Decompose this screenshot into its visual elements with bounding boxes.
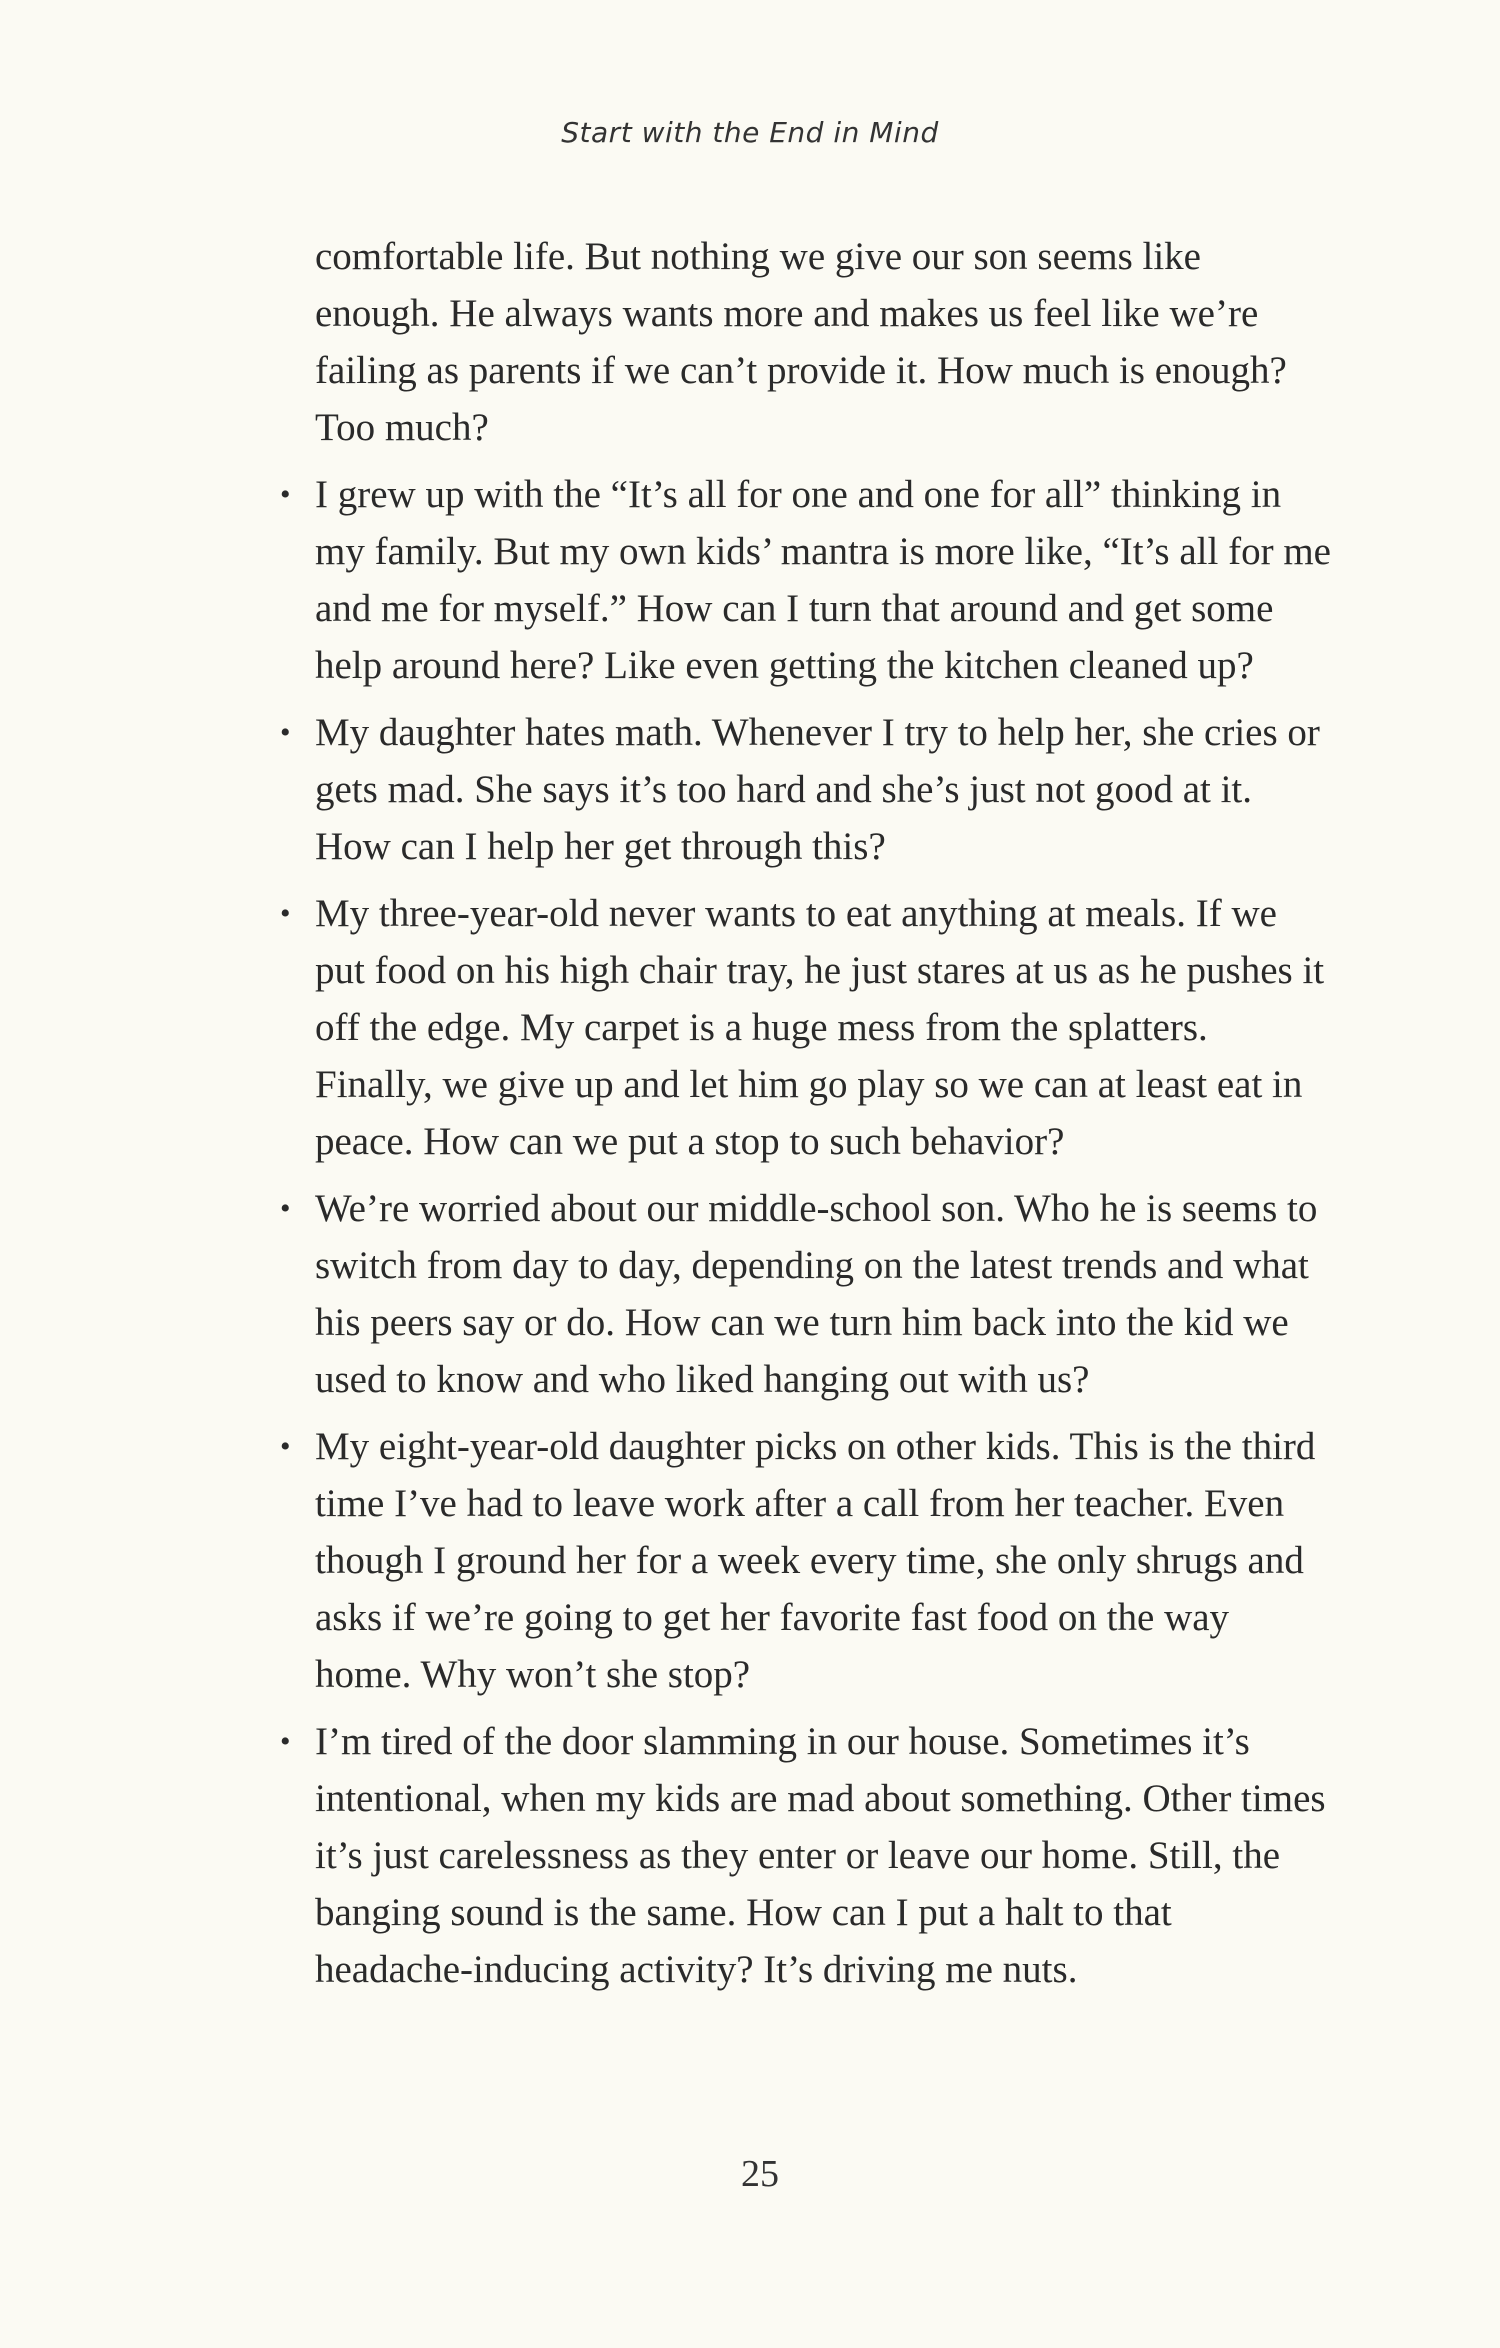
list-item-text: My daughter hates math. Whenever I try to help her, she cries or gets mad. She says it’s too hard and she’s just not good at it. How can I help her get through this?	[315, 711, 1320, 868]
bullet-icon: •	[280, 897, 291, 930]
list-item-text: I’m tired of the door slamming in our house. Sometimes it’s intentional, when my kids are mad about something. Other times it’s just carelessness as they enter or leave our home. Still, the banging sound is the same. How can I put a halt to that headache-inducing activity? It’s driving me nuts.	[315, 1720, 1326, 1991]
bullet-icon: •	[280, 1430, 291, 1463]
list-item	[280, 1418, 1335, 1703]
question-list	[280, 466, 1335, 1998]
list-item	[280, 1713, 1335, 1998]
bullet-icon: •	[280, 716, 291, 749]
bullet-icon: •	[280, 1192, 291, 1225]
bullet-icon: •	[280, 1725, 291, 1758]
list-item	[280, 466, 1335, 694]
running-head: Start with the End in Mind	[561, 116, 939, 149]
list-item-text: I grew up with the “It’s all for one and one for all” thinking in my family. But my own kids’ mantra is more like, “It’s all for me and me for myself.” How can I turn that around and get some help around here? Like even getting the kitchen cleaned up?	[315, 473, 1331, 687]
list-item-text: My three-year-old never wants to eat anything at meals. If we put food on his high chair tray, he just stares at us as he pushes it off the edge. My carpet is a huge mess from the splatters. Finally, we give up and let him go play so we can at least eat in peace. How can we put a stop to such behavior?	[315, 892, 1325, 1163]
list-item	[280, 1180, 1335, 1408]
list-item-text: My eight-year-old daughter picks on other kids. This is the third time I’ve had to leave work after a call from her teacher. Even though I ground her for a week every time, she only shrugs and asks if we’re going to get her favorite fast food on the way home. Why won’t she stop?	[315, 1425, 1316, 1696]
body-text	[280, 228, 1335, 2008]
bullet-icon: •	[280, 478, 291, 511]
list-item	[280, 885, 1335, 1170]
continuation-paragraph: comfortable life. But nothing we give our son seems like enough. He always wants more and makes us feel like we’re failing as parents if we can’t provide it. How much is enough? Too much?	[315, 235, 1287, 449]
list-item-text: We’re worried about our middle-school son. Who he is seems to switch from day to day, depending on the latest trends and what his peers say or do. How can we turn him back into the kid we used to know and who liked hanging out with us?	[315, 1187, 1318, 1401]
list-item	[280, 704, 1335, 875]
page-number: 25	[741, 2153, 779, 2195]
